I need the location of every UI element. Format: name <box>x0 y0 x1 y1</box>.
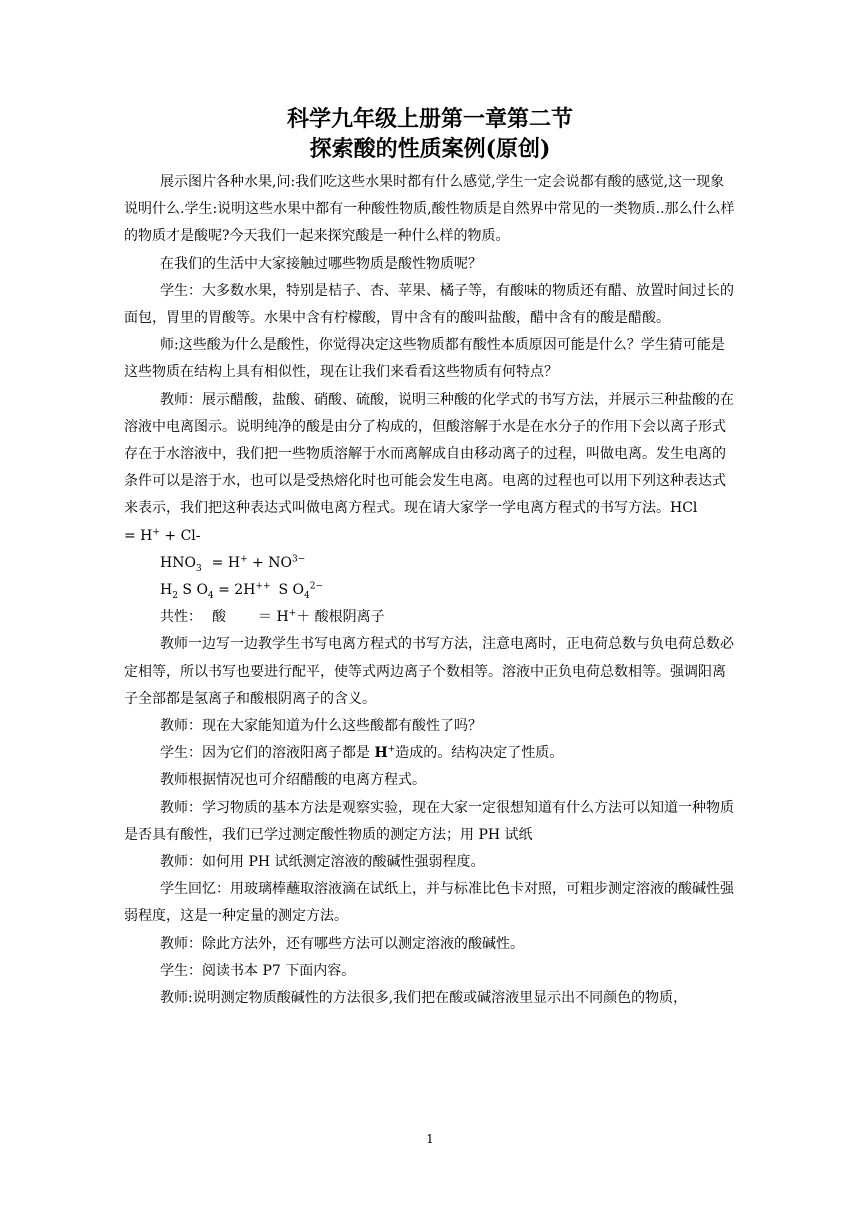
paragraph-teacher-ask: 教师：现在大家能知道为什么这些酸都有酸性了吗？ <box>160 718 482 735</box>
paragraph-student-answer: 学生：大多数水果，特别是桔子、杏、苹果、橘子等，有酸味的物质还有醋、放置时间过长的面包，胃里的胃酸等。水果中含有柠檬酸，胃中含有的酸叫盐酸，醋中含有的酸是醋酸。 <box>124 282 734 327</box>
document-body <box>124 169 736 1012</box>
equation-h2so4: $H_2$ S $O_4 = 2H^{++}$ S $O_4^{2-}$ <box>160 581 324 601</box>
page-number: 1 <box>426 1132 434 1146</box>
paragraph-method: 教师：学习物质的基本方法是观察实验，现在大家一定很想知道有什么方法可以知道一种物质是否具有酸性，我们已学过测定酸性物质的测定方法；用 PH 试纸 <box>124 799 734 843</box>
paragraph-reading: 学生：阅读书本 P7 下面内容。 <box>160 962 356 979</box>
paragraph-ph-paper: 教师：如何用 PH 试纸测定溶液的酸碱性强弱程度。 <box>160 854 485 871</box>
paragraph-indicators: 教师:说明测定物质酸碱性的方法很多,我们把在酸或碱溶液里显示出不同颜色的物质， <box>160 990 688 1007</box>
title-line-2: 探索酸的性质案例(原创) <box>309 136 551 162</box>
paragraph-student-reason: 学生：因为它们的溶液阳离子都是 H+造成的。结构决定了性质。 <box>160 744 564 762</box>
paragraph-question: 在我们的生活中大家接触过哪些物质是酸性物质呢？ <box>160 255 482 272</box>
paragraph-intro: 展示图片各种水果,问:我们吃这些水果时都有什么感觉,学生一定会说都有酸的感觉,这一现象说明什么.学生:说明这些水果中都有一种酸性物质,酸性物质是自然界中常见的一类物质..那么什么样的物质才是酸呢?今天我们一起来探究酸是一种什么样的物质。 <box>124 174 735 245</box>
equation-common: 共性： 酸 ＝ H+＋ 酸根阴离子 <box>160 608 385 626</box>
paragraph-teacher-writing: 教师一边写一边教学生书写电离方程式的书写方法，注意电离时，正电荷总数与负电荷总数必定相等，所以书写也要进行配平，使等式两边离子个数相等。溶液中正负电荷总数相等。强调阳离子全部都是氢离子和酸根阴离子的含义。 <box>124 636 734 707</box>
paragraph-teacher-question: 师:这些酸为什么是酸性，你觉得决定这些物质都有酸性本质原因可能是什么？学生猜可能是这些物质在结构上具有相似性，现在让我们来看看这些物质有何特点？ <box>124 337 725 381</box>
title-line-1: 科学九年级上册第一章第二节 <box>286 106 573 132</box>
paragraph-other-methods: 教师：除此方法外，还有哪些方法可以测定溶液的酸碱性。 <box>160 935 524 952</box>
paragraph-student-recall: 学生回忆：用玻璃棒蘸取溶液滴在试纸上，并与标准比色卡对照，可粗步测定溶液的酸碱性强弱程度，这是一种定量的测定方法。 <box>124 881 734 925</box>
paragraph-teacher-explain: 教师：展示醋酸，盐酸、硝酸、硫酸，说明三种酸的化学式的书写方法，并展示三种盐酸的在溶液中电离图示。说明纯净的酸是由分了构成的，但酸溶解于水是在水分子的作用下会以离子形式存在于水溶液中，我们把一些物质溶解于水而离解成自由移动离子的过程，叫做电离。发生电离的条件可以是溶于水，也可以是受热熔化时也可能会发生电离。电离的过程也可以用下列这种表达式来表示，我们把这种表达式叫做电离方程式。现在请大家学一学电离方程式的书写方法。HCl= H+ + Cl- <box>124 391 734 544</box>
paragraph-acetic-note: 教师根据情况也可介绍醋酸的电离方程式。 <box>160 772 426 789</box>
equation-hno3: $HNO_3 = H^+ + NO^{3-}$ <box>160 554 306 574</box>
equation-hcl: HCl= H+ + Cl- <box>124 500 698 544</box>
